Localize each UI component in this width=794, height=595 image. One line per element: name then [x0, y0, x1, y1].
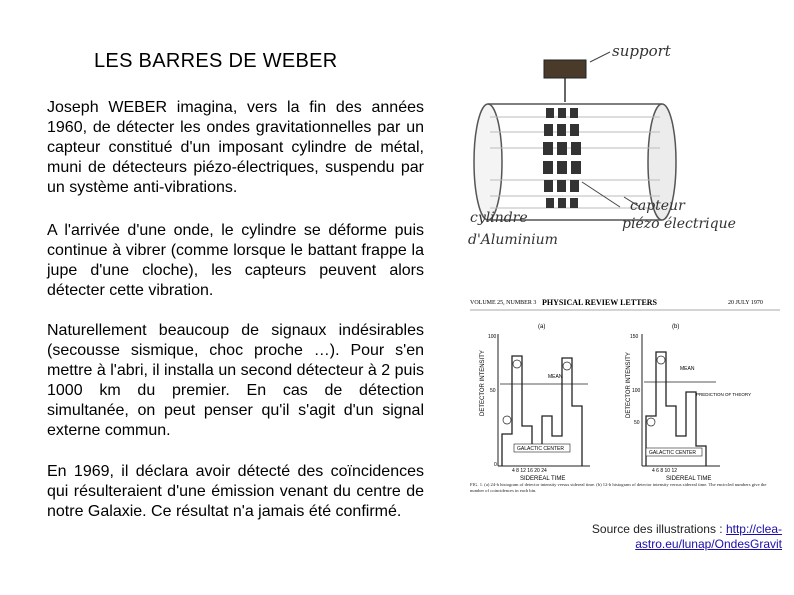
histogram-b [626, 334, 751, 482]
paragraph-wave: A l'arrivée d'une onde, le cylindre se déforme puis continue à vibrer (comme lorsque le battant frappe la jupe d'une cloche), les capteurs peuvent alors détecter cette vibration. [47, 222, 424, 299]
label-support: support [612, 42, 671, 60]
article-volume: VOLUME 25, NUMBER 3 [470, 300, 537, 306]
page-title: LES BARRES DE WEBER [94, 50, 338, 72]
panel-b-label: (b) [672, 324, 680, 330]
mean-label-a: MEAN [548, 374, 563, 380]
svg-text:100: 100 [632, 388, 641, 394]
galactic-center-b: GALACTIC CENTER [649, 450, 696, 456]
xlabel-a: SIDEREAL TIME [520, 476, 566, 482]
svg-text:50: 50 [490, 388, 496, 394]
figure-caption: FIG. 1. (a) 24-h histogram of detector intensity versus sidereal time. (b) 12-h histogram of detector intensity versus sidereal time. The encircled numbers give the number of coincidences in each bin. [470, 482, 767, 493]
xlabel-b: SIDEREAL TIME [666, 476, 712, 482]
physical-review-letters-figure [470, 296, 780, 502]
prediction-label: PREDICTION OF THEORY [696, 392, 752, 397]
cylinder-left-end [474, 104, 502, 220]
source-link[interactable]: http://clea-astro.eu/lunap/OndesGravit [635, 522, 782, 551]
paragraph-1969: En 1969, il déclara avoir détecté des coïncidences qui résulteraient d'une émission venant du centre de notre Galaxie. Ce résultat n'a jamais été confirmé. [47, 463, 424, 520]
svg-text:4 6 8 10 12: 4 6 8 10 12 [652, 468, 678, 474]
svg-text:0: 0 [494, 462, 497, 468]
support-block [544, 60, 586, 78]
svg-text:100: 100 [488, 334, 497, 340]
source-credit [560, 522, 782, 552]
label-sensor-1: capteur [630, 198, 685, 214]
piezo-sensors [543, 108, 581, 208]
label-cylinder-1: cylindre [470, 210, 528, 226]
histogram-a [480, 334, 590, 482]
panel-a-label: (a) [538, 324, 546, 330]
source-prefix: Source des illustrations : [591, 522, 726, 536]
paragraph-noise: Naturellement beaucoup de signaux indésirables (secousse sismique, choc proche …). Pour s'en mettre à l'abri, il installa un second détecteur à 2 puis 1000 km du premier. En cas de détection simultanée, on peut penser qu'il s'agit d'un signal externe commun. [47, 322, 424, 439]
label-sensor-2: piézo électrique [622, 216, 736, 232]
article-date: 20 JULY 1970 [728, 300, 763, 306]
weber-bar-drawing [440, 32, 740, 287]
ylabel-b: DETECTOR INTENSITY [626, 352, 632, 418]
label-cylinder-2: d'Aluminium [468, 232, 558, 248]
svg-text:50: 50 [634, 420, 640, 426]
galactic-center-a: GALACTIC CENTER [517, 446, 564, 452]
mean-label-b: MEAN [680, 366, 695, 372]
svg-text:4 8 12 16 20 24: 4 8 12 16 20 24 [512, 468, 547, 474]
article-journal: PHYSICAL REVIEW LETTERS [542, 298, 657, 307]
paragraph-intro: Joseph WEBER imagina, vers la fin des années 1960, de détecter les ondes gravitationnelles par un capteur constitué d'un imposant cylindre de métal, muni de détecteurs piézo-électriques, suspendu par un système anti-vibrations. [47, 99, 424, 196]
ylabel-a: DETECTOR INTENSITY [480, 350, 486, 416]
svg-text:150: 150 [630, 334, 639, 340]
